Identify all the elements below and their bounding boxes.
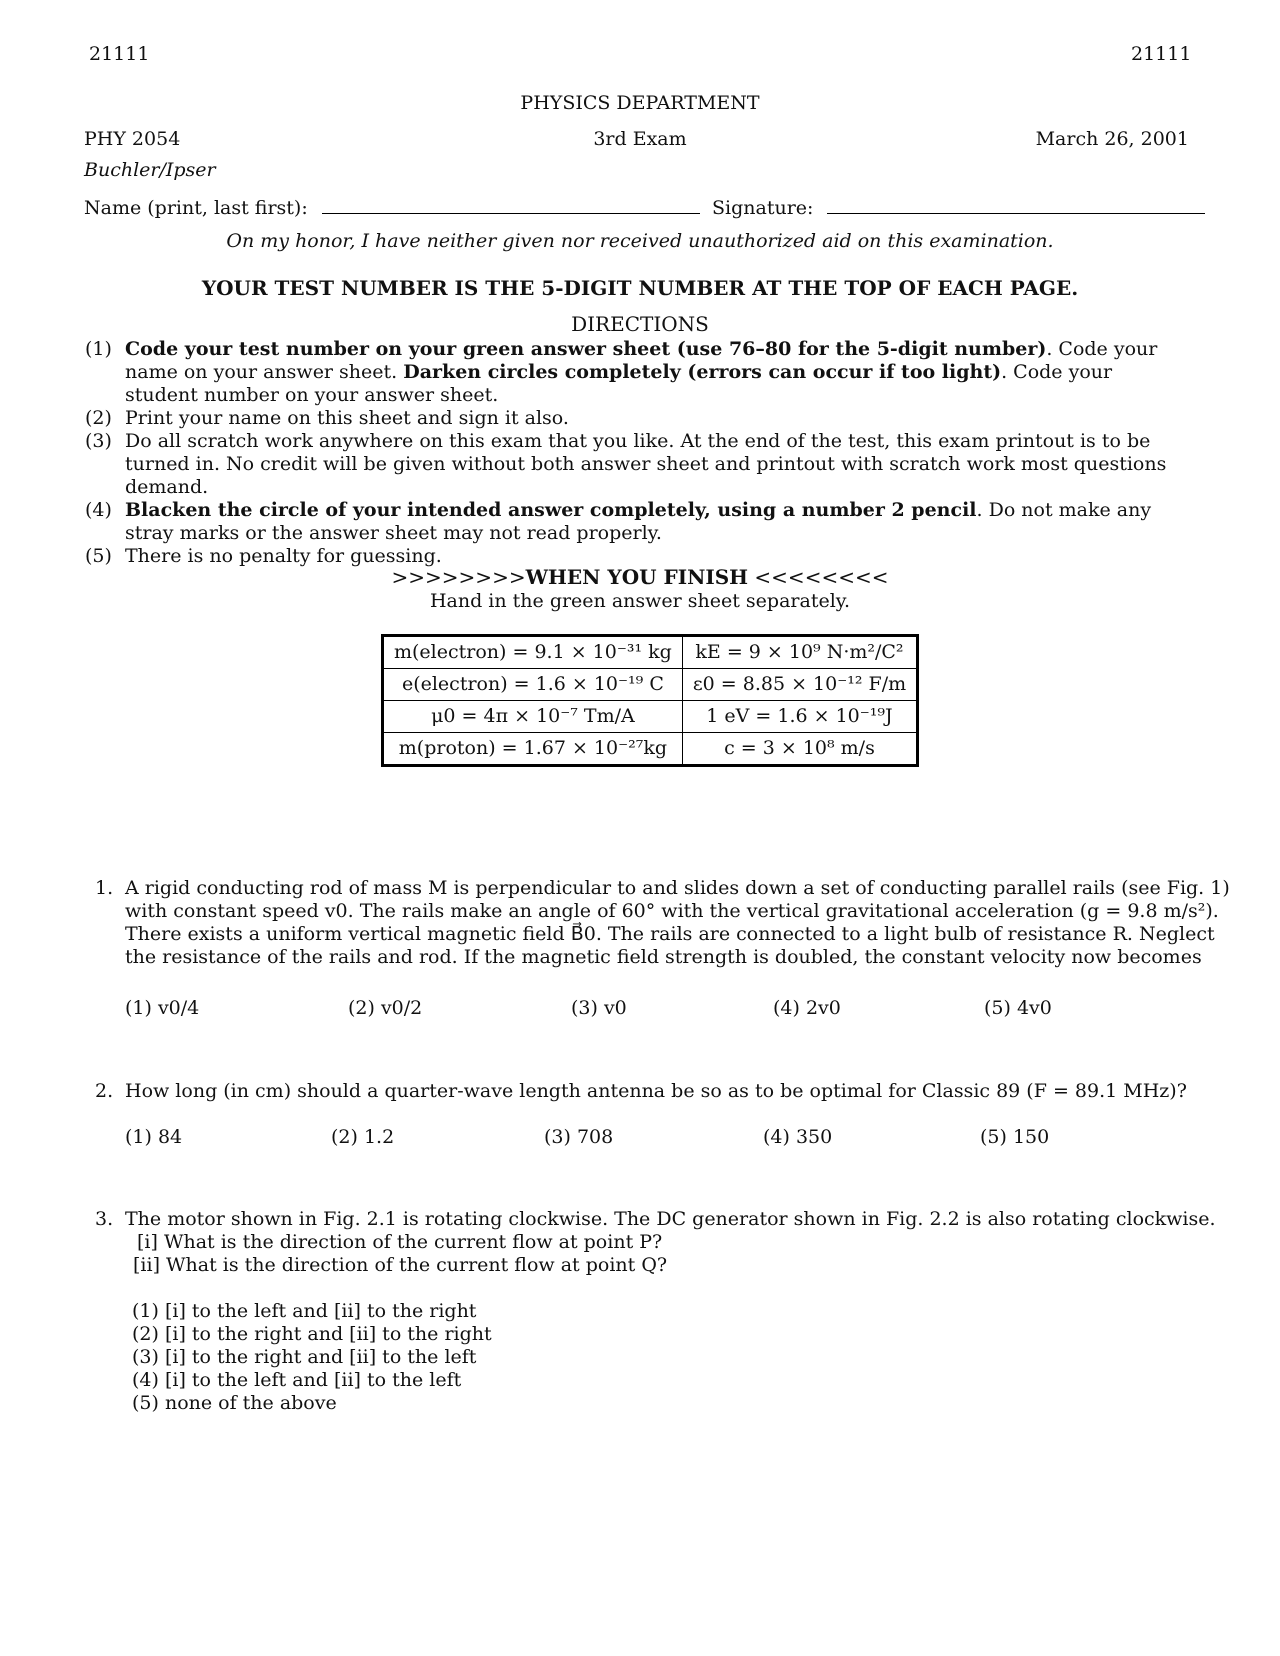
question-3 [95,1208,1216,1277]
constant-cell: m(electron) = 9.1 × 10⁻³¹ kg [383,636,683,669]
direction-item: (3) Do all scratch work anywhere on this exam that you like. At the end of the test, this exam printout is to be turned in. No credit will be given without both answer sheet and printout with scratch work most questions demand. [85,430,1167,498]
question-number: 1. [95,877,114,899]
direction-item: (1) Code your test number on your green answer sheet (use 76–80 for the 5-digit number). Code your name on your answer sheet. Darken circles completely (errors can occur if too light). Code your student number on your answer sheet. [85,338,1158,406]
test-number-notice: YOUR TEST NUMBER IS THE 5-DIGIT NUMBER AT THE TOP OF EACH PAGE. [201,276,1079,300]
direction-number: (4) [85,499,112,521]
direction-item: (5) There is no penalty for guessing. [85,545,442,567]
sub-question: [ii] What is the direction of the current flow at point Q? [133,1254,668,1276]
question-number: 2. [95,1080,114,1102]
course-code: PHY 2054 [84,128,181,150]
answer-option[interactable]: (3) 708 [544,1126,614,1148]
constant-cell: m(proton) = 1.67 × 10⁻²⁷kg [383,733,683,766]
name-field-row [84,195,700,220]
direction-number: (2) [85,407,112,429]
finish-subtitle: Hand in the green answer sheet separately. [429,590,851,612]
question-2 [95,1080,1195,1103]
exam-date: March 26, 2001 [1035,128,1189,150]
constant-cell: kE = 9 × 10⁹ N·m²/C² [682,636,917,669]
answer-option[interactable]: (3) v0 [571,997,627,1019]
answer-option[interactable]: (1) 84 [125,1126,183,1148]
honor-pledge: On my honor, I have neither given nor received unauthorized aid on this examination. [226,230,1054,252]
answer-option[interactable]: (4) [i] to the left and [ii] to the left [132,1369,462,1391]
constant-cell: 1 eV = 1.6 × 10⁻¹⁹J [682,701,917,733]
directions-title: DIRECTIONS [571,312,709,336]
test-number-right: 21111 [1131,43,1192,65]
answer-option[interactable]: (3) [i] to the right and [ii] to the left [132,1346,477,1368]
name-label: Name (print, last first): [84,197,308,219]
test-number-left: 21111 [89,43,150,65]
constants-row [383,669,918,701]
constant-cell: ε0 = 8.85 × 10⁻¹² F/m [682,669,917,701]
constant-cell: e(electron) = 1.6 × 10⁻¹⁹ C [383,669,683,701]
directions-list [85,338,1190,568]
answer-option[interactable]: (4) 350 [763,1126,833,1148]
constants-row [383,701,918,733]
department-title: PHYSICS DEPARTMENT [520,92,760,114]
direction-number: (3) [85,430,112,452]
answer-option[interactable]: (1) [i] to the left and [ii] to the right [132,1300,477,1322]
answer-option[interactable]: (5) none of the above [132,1392,337,1414]
signature-label: Signature: [712,197,814,219]
constants-row [383,733,918,766]
direction-number: (1) [85,338,112,360]
question-text: The motor shown in Fig. 2.1 is rotating clockwise. The DC generator shown in Fig. 2.2 is also rotating clockwise. [i] What is the direction of the current flow at point P? [ii] What is the direction of the current flow at point Q? [125,1208,1216,1276]
signature-field-row [712,195,1205,220]
direction-number: (5) [85,545,112,567]
answer-option[interactable]: (2) [i] to the right and [ii] to the right [132,1323,492,1345]
answer-option[interactable]: (5) 4v0 [984,997,1052,1019]
answer-options-list [132,1300,492,1415]
answer-option[interactable]: (2) 1.2 [331,1126,395,1148]
constants-row [383,636,918,669]
direction-item: (4) Blacken the circle of your intended answer completely, using a number 2 pencil. Do not make any stray marks or the answer sheet may not read properly. [85,499,1152,544]
question-text: How long (in cm) should a quarter-wave length antenna be so as to be optimal for Classic 89 (F = 89.1 MHz)? [125,1080,1187,1102]
question-text: A rigid conducting rod of mass M is perpendicular to and slides down a set of conducting parallel rails (see Fig. 1) with constant speed v0. The rails make an angle of 60° with the vertical gravitational acceleration (g = 9.8 m/s²). There exists a uniform vertical magnetic field B⃗0. The rails are connected to a light bulb of resistance R. Neglect the resistance of the rails and rod. If the magnetic field strength is doubled, the constant velocity now becomes [125,877,1230,968]
question-number: 3. [95,1208,114,1230]
sub-question: [i] What is the direction of the current flow at point P? [137,1231,663,1253]
direction-item: (2) Print your name on this sheet and sign it also. [85,407,569,429]
constants-table [381,634,919,767]
answer-option[interactable]: (1) v0/4 [125,997,200,1019]
constant-cell: c = 3 × 10⁸ m/s [682,733,917,766]
question-1 [95,877,1230,969]
signature-line[interactable] [827,195,1205,214]
answer-option[interactable]: (5) 150 [980,1126,1050,1148]
answer-option[interactable]: (2) v0/2 [348,997,423,1019]
finish-heading: >>>>>>>>WHEN YOU FINISH <<<<<<<< [391,565,889,589]
constant-cell: μ0 = 4π × 10⁻⁷ Tm/A [383,701,683,733]
name-line[interactable] [322,195,700,214]
instructors: Buchler/Ipser [84,159,216,181]
answer-option[interactable]: (4) 2v0 [773,997,841,1019]
exam-title: 3rd Exam [593,128,687,150]
